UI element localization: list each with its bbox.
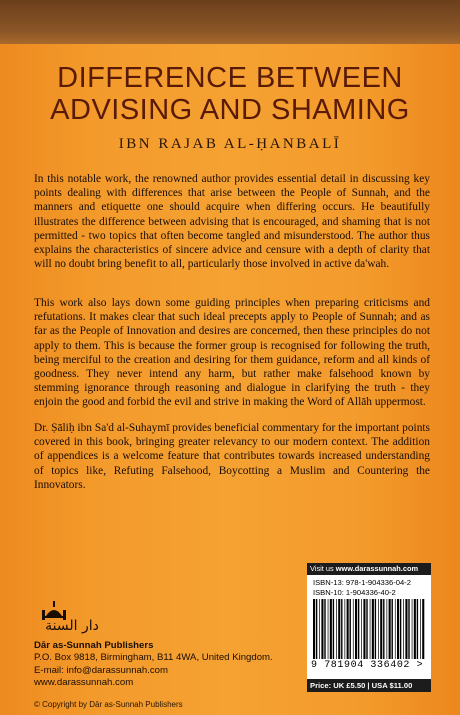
visit-url: www.darassunnah.com: [335, 564, 419, 573]
publisher-info: [34, 640, 273, 690]
publisher-logo-icon: [36, 600, 106, 636]
visit-us-banner: [307, 563, 431, 575]
visit-prefix: Visit us: [310, 564, 334, 573]
title-line-2: ADVISING AND SHAMING: [50, 94, 410, 126]
isbn-10: ISBN-10: 1-904336-40-2: [313, 588, 396, 597]
barcode-icon: [313, 599, 425, 659]
barcode-panel: [307, 563, 431, 692]
description-paragraph-1: In this notable work, the renowned author provides essential detail in discussing key points dealing with differences that arise between the People of Sunnah, and the manners and etiquette one should acquire when differing occurs. He beautifully illustrates the difference between advising that is encouraged, and shaming that is not permitted - two topics that often become tangled and misunderstood. The author thus explains the characteristics of sincere advice and censure with a depth of clarity that will no doubt bring benefit to all, particularly those involved in active da'wah.: [34, 173, 430, 271]
publisher-address: P.O. Box 9818, Birmingham, B11 4WA, United Kingdom.: [34, 652, 273, 664]
top-band: [0, 0, 460, 44]
copyright-notice: © Copyright by Dār as-Sunnah Publishers: [34, 700, 183, 709]
isbn-13: ISBN-13: 978-1-904336-04-2: [313, 578, 411, 587]
title-line-1: DIFFERENCE BETWEEN: [57, 62, 403, 94]
publisher-website: www.darassunnah.com: [34, 677, 134, 689]
description-paragraph-2: This work also lays down some guiding principles when preparing criticisms and refutations. It makes clear that such ideal precepts apply to People of Sunnah; and as far as the People of Innovation and desires are concerned, then these principles do not apply to them. This is because the former group is recognised for following the truth, being merciful to the creation and desiring for them guidance, reform and all kinds of goodness. They never intend any harm, but rather make falsehood known by stemming ignorance through reasoning and dialogue in clarifying the truth - they enjoin the good and forbid the evil and strive in making the Word of Allāh uppermost.: [34, 297, 430, 409]
barcode-digits: 9 781904 336402 >: [311, 660, 424, 671]
description-paragraph-3: Dr. Ṣāliḥ ibn Sa'd al-Suhaymī provides beneficial commentary for the important points covered in this book, bringing greater relevancy to our modern context. The addition of appendices is a welcome feature that contributes towards increased understanding of topics like, Refuting Falsehood, Boycotting a Muslim and Countering the Innovators.: [34, 422, 430, 491]
price-banner: Price: UK £5.50 | USA $11.00: [307, 679, 431, 692]
publisher-email: E-mail: info@darassunnah.com: [34, 664, 168, 676]
publisher-name: Dār as-Sunnah Publishers: [34, 640, 154, 651]
svg-text:دار السنة: دار السنة: [45, 618, 99, 634]
author-name: IBN RAJAB AL-ḤANBALĪ: [118, 136, 342, 152]
